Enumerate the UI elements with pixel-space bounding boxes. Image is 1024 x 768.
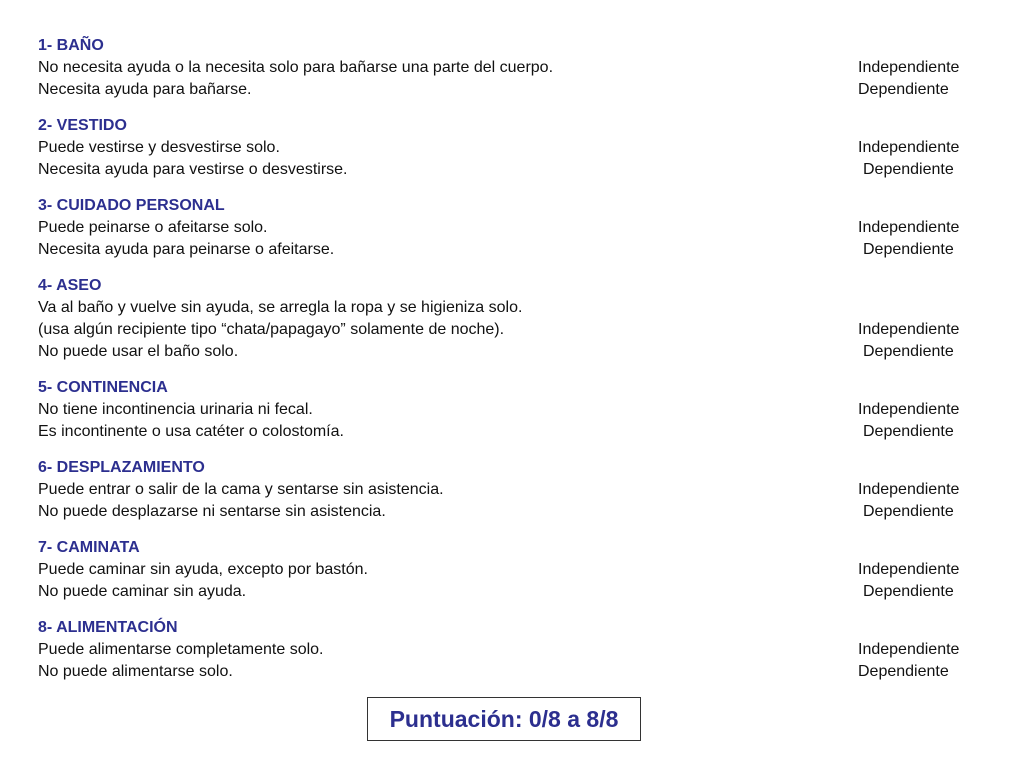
item-status: Dependiente (863, 423, 954, 440)
section-heading: 1- BAÑO (38, 37, 104, 54)
item-description: Va al baño y vuelve sin ayuda, se arregla la ropa y se higieniza solo. (38, 299, 523, 316)
section-vestido (38, 115, 988, 181)
section-heading: 7- CAMINATA (38, 539, 140, 556)
item-row (38, 479, 988, 501)
item-row (38, 559, 988, 581)
item-status: Dependiente (863, 343, 954, 360)
section-heading: 6- DESPLAZAMIENTO (38, 459, 205, 476)
item-description: Necesita ayuda para vestirse o desvestirse. (38, 161, 348, 178)
item-description: Puede alimentarse completamente solo. (38, 641, 324, 658)
item-description: No necesita ayuda o la necesita solo para bañarse una parte del cuerpo. (38, 59, 554, 76)
section-aseo (38, 275, 988, 363)
section-bano (38, 35, 988, 101)
section-heading: 8- ALIMENTACIÓN (38, 619, 178, 636)
item-status: Independiente (858, 59, 960, 76)
section-heading: 2- VESTIDO (38, 117, 127, 134)
item-description: Necesita ayuda para peinarse o afeitarse. (38, 241, 335, 258)
item-status: Dependiente (863, 583, 954, 600)
section-heading: 5- CONTINENCIA (38, 379, 168, 396)
section-heading: 3- CUIDADO PERSONAL (38, 197, 225, 214)
item-description: Necesita ayuda para bañarse. (38, 81, 252, 98)
item-row (38, 217, 988, 239)
item-row (38, 399, 988, 421)
item-status: Dependiente (858, 81, 949, 98)
item-description: Puede peinarse o afeitarse solo. (38, 219, 268, 236)
item-status: Dependiente (863, 503, 954, 520)
item-row (38, 501, 988, 523)
item-description: No puede usar el baño solo. (38, 343, 239, 360)
section-caminata (38, 537, 988, 603)
section-desplazamiento (38, 457, 988, 523)
section-continencia (38, 377, 988, 443)
section-cuidado-personal (38, 195, 988, 261)
item-description: No puede alimentarse solo. (38, 663, 233, 680)
item-row (38, 581, 988, 603)
item-description: (usa algún recipiente tipo “chata/papagayo” solamente de noche). (38, 321, 505, 338)
item-status: Dependiente (863, 241, 954, 258)
item-row (38, 661, 988, 683)
item-status: Independiente (858, 139, 960, 156)
item-row (38, 57, 988, 79)
item-description: No puede desplazarse ni sentarse sin asistencia. (38, 503, 386, 520)
item-description: Puede vestirse y desvestirse solo. (38, 139, 280, 156)
item-description: No puede caminar sin ayuda. (38, 583, 247, 600)
item-description: Puede entrar o salir de la cama y sentarse sin asistencia. (38, 481, 444, 498)
item-status: Independiente (858, 641, 960, 658)
item-description: Puede caminar sin ayuda, excepto por bastón. (38, 561, 368, 578)
item-description: No tiene incontinencia urinaria ni fecal. (38, 401, 313, 418)
item-row (38, 639, 988, 661)
item-row (38, 319, 988, 341)
item-status: Independiente (858, 561, 960, 578)
score-box: Puntuación: 0/8 a 8/8 (367, 697, 641, 741)
item-status: Independiente (858, 481, 960, 498)
item-row (38, 421, 988, 443)
item-status: Dependiente (858, 663, 949, 680)
item-status: Independiente (858, 219, 960, 236)
item-description: Es incontinente o usa catéter o colostomía. (38, 423, 344, 440)
section-alimentacion (38, 617, 988, 683)
item-row (38, 239, 988, 261)
item-row (38, 297, 988, 319)
item-row (38, 79, 988, 101)
item-row (38, 341, 988, 363)
item-status: Independiente (858, 401, 960, 418)
item-status: Independiente (858, 321, 960, 338)
item-row (38, 137, 988, 159)
item-status: Dependiente (863, 161, 954, 178)
item-row (38, 159, 988, 181)
section-heading: 4- ASEO (38, 277, 102, 294)
